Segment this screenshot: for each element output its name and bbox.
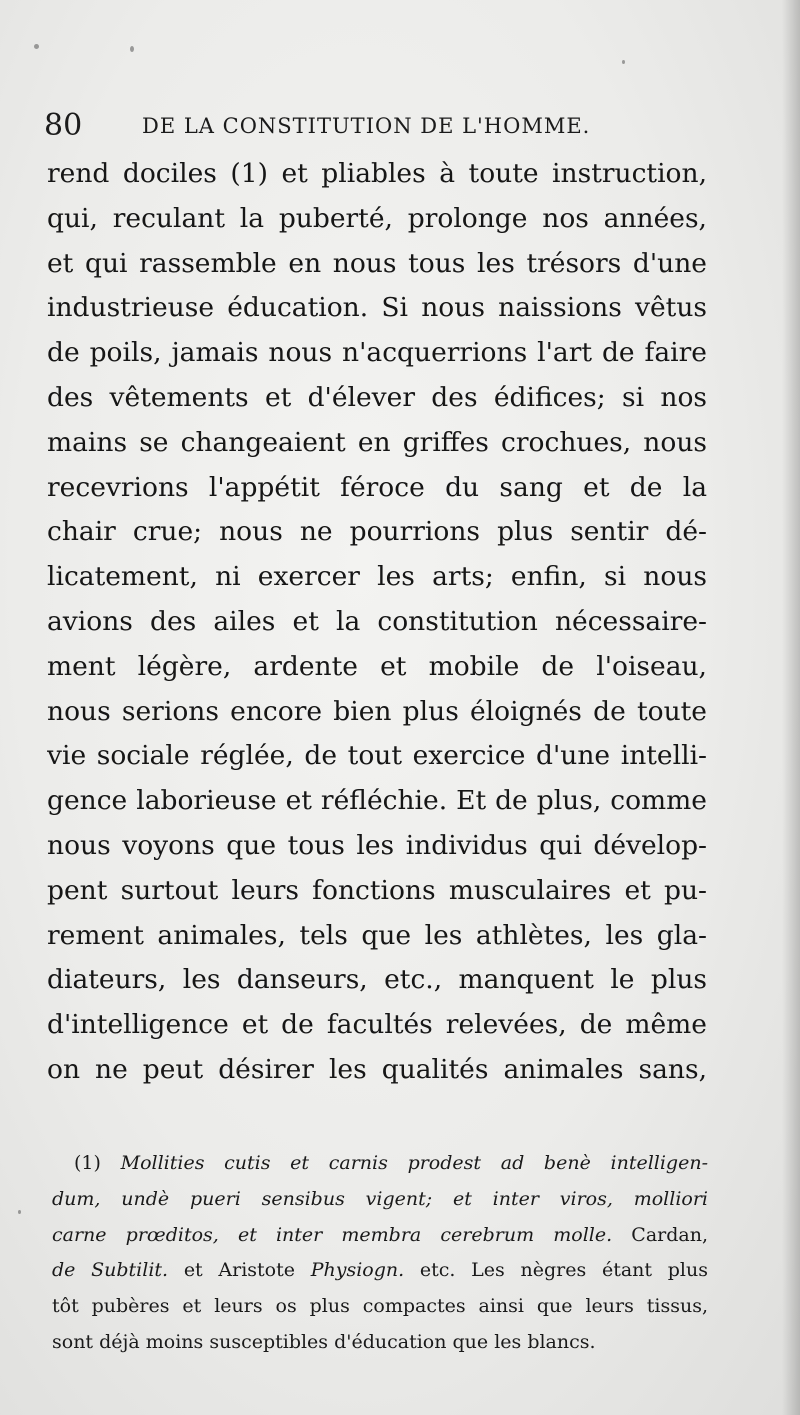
footnote-line: tôt pubères et leurs os plus compactes ainsi que leurs tissus, (52, 1295, 708, 1318)
text-line: chair crue; nous ne pourrions plus sentir dé- (47, 516, 707, 548)
text-line: industrieuse éducation. Si nous naissions vêtus (47, 292, 707, 324)
text-line: et qui rassemble en nous tous les trésors d'une (47, 247, 707, 279)
text-line: d'intelligence et de facultés relevées, de même (47, 1009, 707, 1041)
text-line: diateurs, les danseurs, etc., manquent le plus (47, 964, 707, 996)
text-line: nous voyons que tous les individus qui dévelop- (47, 829, 707, 861)
footnote-line: sont déjà moins susceptibles d'éducation que les blancs. (52, 1330, 596, 1353)
footnote-line (52, 1182, 708, 1218)
text-line: recevrions l'appétit féroce du sang et de la (47, 471, 707, 503)
running-head (44, 108, 744, 148)
running-title: DE LA CONSTITUTION DE L'HOMME. (142, 114, 591, 138)
text-line: de poils, jamais nous n'acquerrions l'art de faire (47, 337, 707, 369)
footnote-text: carne prœditos, et inter membra cerebrum molle. (52, 1223, 613, 1246)
text-line: rement animales, tels que les athlètes, les gla- (47, 919, 707, 951)
body-text (47, 152, 707, 1093)
ink-speck (130, 46, 134, 52)
footnote-line (52, 1146, 708, 1182)
footnote-text: et Aristote (183, 1259, 295, 1282)
text-line: des vêtements et d'élever des édifices; si nos (47, 381, 707, 413)
text-line: ment légère, ardente et mobile de l'oiseau, (47, 650, 707, 682)
text-line: vie sociale réglée, de tout exercice d'une intelli- (47, 740, 707, 772)
footnote-text: etc. Les nègres étant plus (419, 1259, 708, 1282)
page-edge-shadow (782, 0, 800, 1415)
footnote-line (52, 1218, 708, 1254)
text-line: rend dociles (1) et pliables à toute instruction, (47, 158, 707, 189)
ink-speck (622, 60, 625, 64)
footnote-marker: (1) (74, 1152, 101, 1174)
text-line: mains se changeaient en griffes crochues, nous (47, 426, 707, 458)
text-line: nous serions encore bien plus éloignés de toute (47, 695, 707, 727)
footnote-text: Cardan, (631, 1223, 708, 1246)
text-line: licatement, ni exercer les arts; enfin, si nous (47, 561, 707, 593)
footnote-line (52, 1253, 708, 1289)
text-line: qui, reculant la puberté, prolonge nos années, (47, 202, 707, 234)
text-line: pent surtout leurs fonctions musculaires et pu- (47, 874, 707, 906)
text-line: gence laborieuse et réfléchie. Et de plus, comme (47, 785, 707, 817)
page-number: 80 (44, 108, 83, 143)
ink-speck (34, 44, 39, 49)
footnote-text: de Subtilit. (52, 1259, 169, 1282)
ink-speck (18, 1210, 21, 1214)
text-line: avions des ailes et la constitution nécessaire- (47, 605, 707, 637)
footnote-text: dum, undè pueri sensibus vigent; et inter viros, molliori (52, 1187, 708, 1210)
footnote (52, 1146, 708, 1361)
footnote-text: Mollities cutis et carnis prodest ad benè intelligen- (120, 1152, 708, 1174)
footnote-text: Physiogn. (310, 1259, 405, 1282)
text-line: on ne peut désirer les qualités animales sans, (47, 1053, 707, 1085)
